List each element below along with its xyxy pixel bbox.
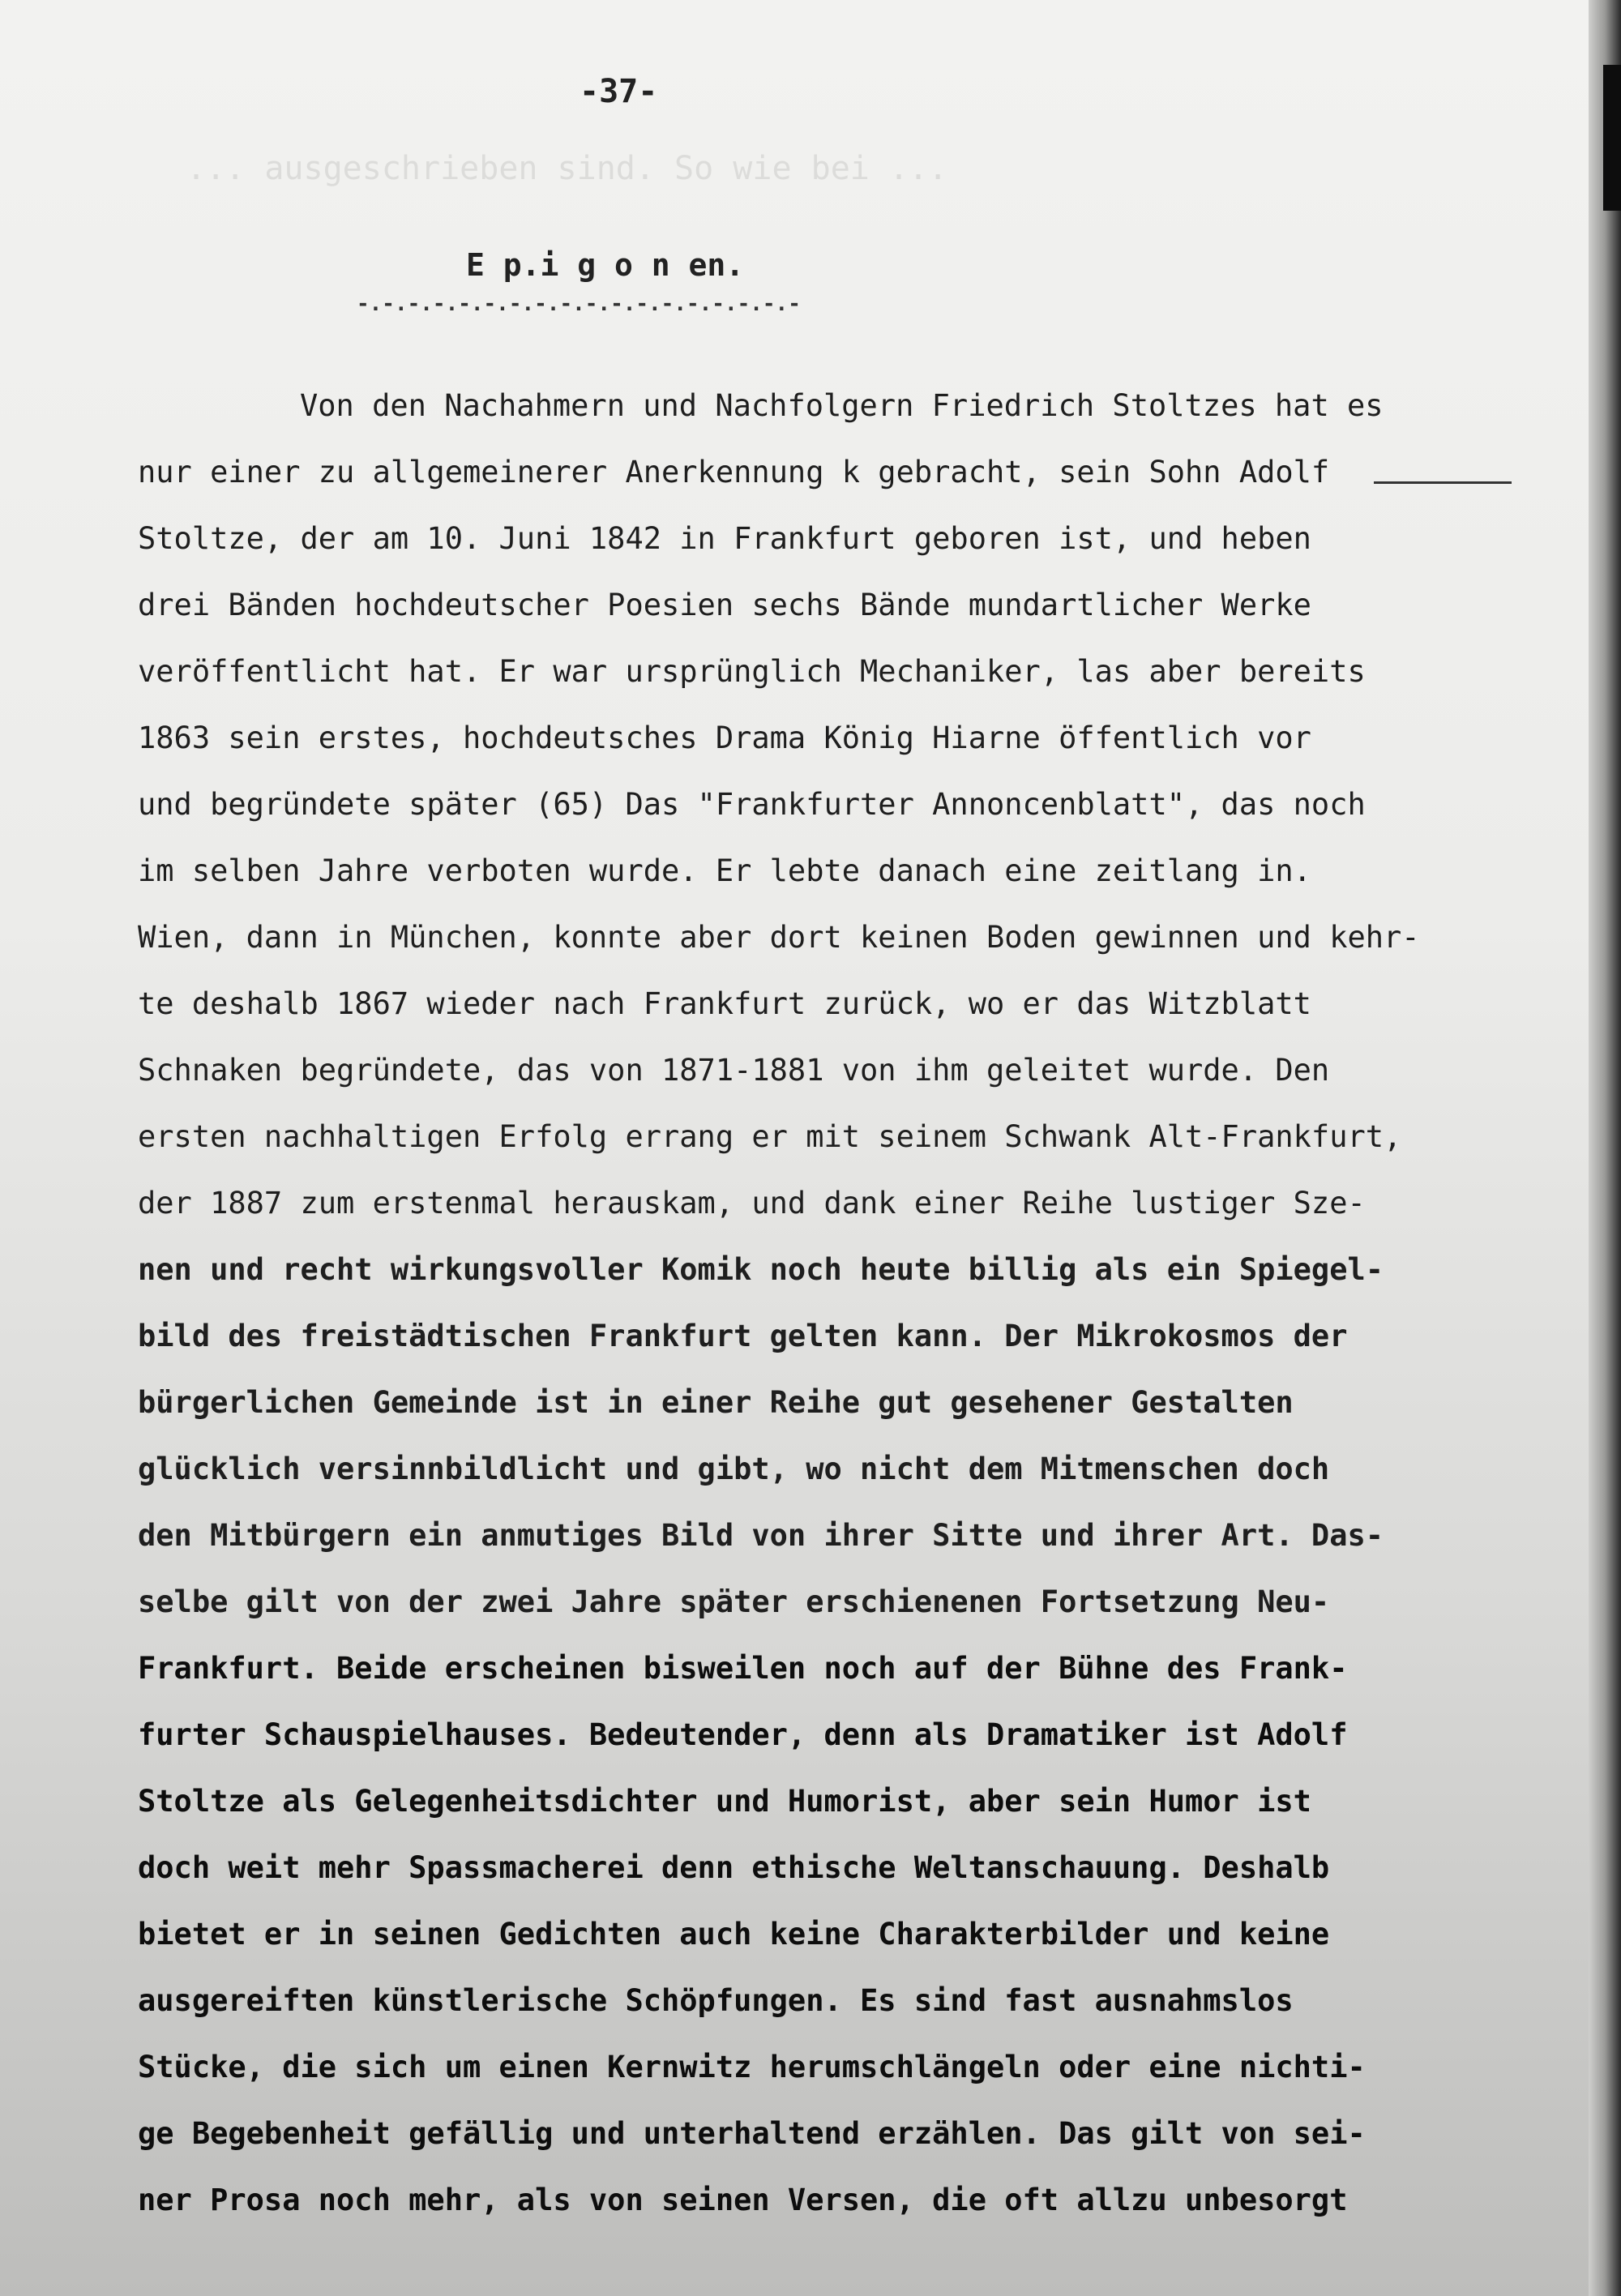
text-line: 1863 sein erstes, hochdeutsches Drama König Hiarne öffentlich vor — [138, 720, 1311, 755]
text-line: te deshalb 1867 wieder nach Frankfurt zurück, wo er das Witzblatt — [138, 986, 1311, 1021]
text-line: den Mitbürgern ein anmutiges Bild von ihrer Sitte und ihrer Art. Das- — [138, 1518, 1384, 1553]
heading-underline: -.-.-.-.-.-.-.-.-.-.-.-.-.-.-.-.-.- — [357, 292, 801, 316]
text-line: Wien, dann in München, konnte aber dort keinen Boden gewinnen und kehr- — [138, 920, 1420, 955]
text-line: im selben Jahre verboten wurde. Er lebte danach eine zeitlang in. — [138, 853, 1311, 888]
text-line: veröffentlicht hat. Er war ursprünglich Mechaniker, las aber bereits — [138, 654, 1366, 689]
body-paragraph — [138, 373, 1564, 2234]
page-number: -37- — [580, 73, 658, 110]
text-line: bürgerlichen Gemeinde ist in einer Reihe gut gesehener Gestalten — [138, 1385, 1294, 1420]
text-line: Stoltze, der am 10. Juni 1842 in Frankfurt geboren ist, und heben — [138, 521, 1311, 556]
text-line: drei Bänden hochdeutscher Poesien sechs Bände mundartlicher Werke — [138, 588, 1311, 622]
handwritten-underline — [1374, 481, 1512, 484]
text-line: der 1887 zum erstenmal herauskam, und dank einer Reihe lustiger Sze- — [138, 1186, 1366, 1221]
text-line: ersten nachhaltigen Erfolg errang er mit seinem Schwank Alt-Frankfurt, — [138, 1119, 1402, 1154]
text-line: Von den Nachahmern und Nachfolgern Friedrich Stoltzes hat es — [300, 388, 1384, 423]
text-line: doch weit mehr Spassmacherei denn ethische Weltanschauung. Deshalb — [138, 1850, 1330, 1885]
text-line: und begründete später (65) Das "Frankfurter Annoncenblatt", das noch — [138, 787, 1366, 822]
text-line: ner Prosa noch mehr, als von seinen Versen, die oft allzu unbesorgt — [138, 2183, 1348, 2217]
text-line: nen und recht wirkungsvoller Komik noch heute billig als ein Spiegel- — [138, 1252, 1384, 1287]
text-line: nur einer zu allgemeinerer Anerkennung k gebracht, sein Sohn Adolf — [138, 455, 1330, 490]
page-edge — [1589, 0, 1621, 2296]
text-line: Stücke, die sich um einen Kernwitz herumschlängeln oder eine nichti- — [138, 2050, 1366, 2084]
text-line: ausgereiften künstlerische Schöpfungen. Es sind fast ausnahmslos — [138, 1983, 1294, 2018]
bleed-through-text: ... ausgeschrieben sind. So wie bei ... — [186, 150, 948, 187]
text-line: Schnaken begründete, das von 1871-1881 von ihm geleitet wurde. Den — [138, 1053, 1330, 1088]
text-line: furter Schauspielhauses. Bedeutender, denn als Dramatiker ist Adolf — [138, 1717, 1348, 1752]
section-heading: E p.i g o n en. — [466, 247, 745, 283]
text-line: ge Begebenheit gefällig und unterhaltend erzählen. Das gilt von sei- — [138, 2116, 1366, 2151]
binder-tab — [1603, 65, 1621, 211]
text-line: bild des freistädtischen Frankfurt gelten kann. Der Mikrokosmos der — [138, 1319, 1348, 1353]
text-line: Frankfurt. Beide erscheinen bisweilen noch auf der Bühne des Frank- — [138, 1651, 1348, 1686]
text-line: Stoltze als Gelegenheitsdichter und Humorist, aber sein Humor ist — [138, 1784, 1311, 1819]
text-line: glücklich versinnbildlicht und gibt, wo nicht dem Mitmenschen doch — [138, 1452, 1330, 1486]
text-line: bietet er in seinen Gedichten auch keine Charakterbilder und keine — [138, 1917, 1330, 1952]
text-line: selbe gilt von der zwei Jahre später erschienenen Fortsetzung Neu- — [138, 1584, 1330, 1619]
